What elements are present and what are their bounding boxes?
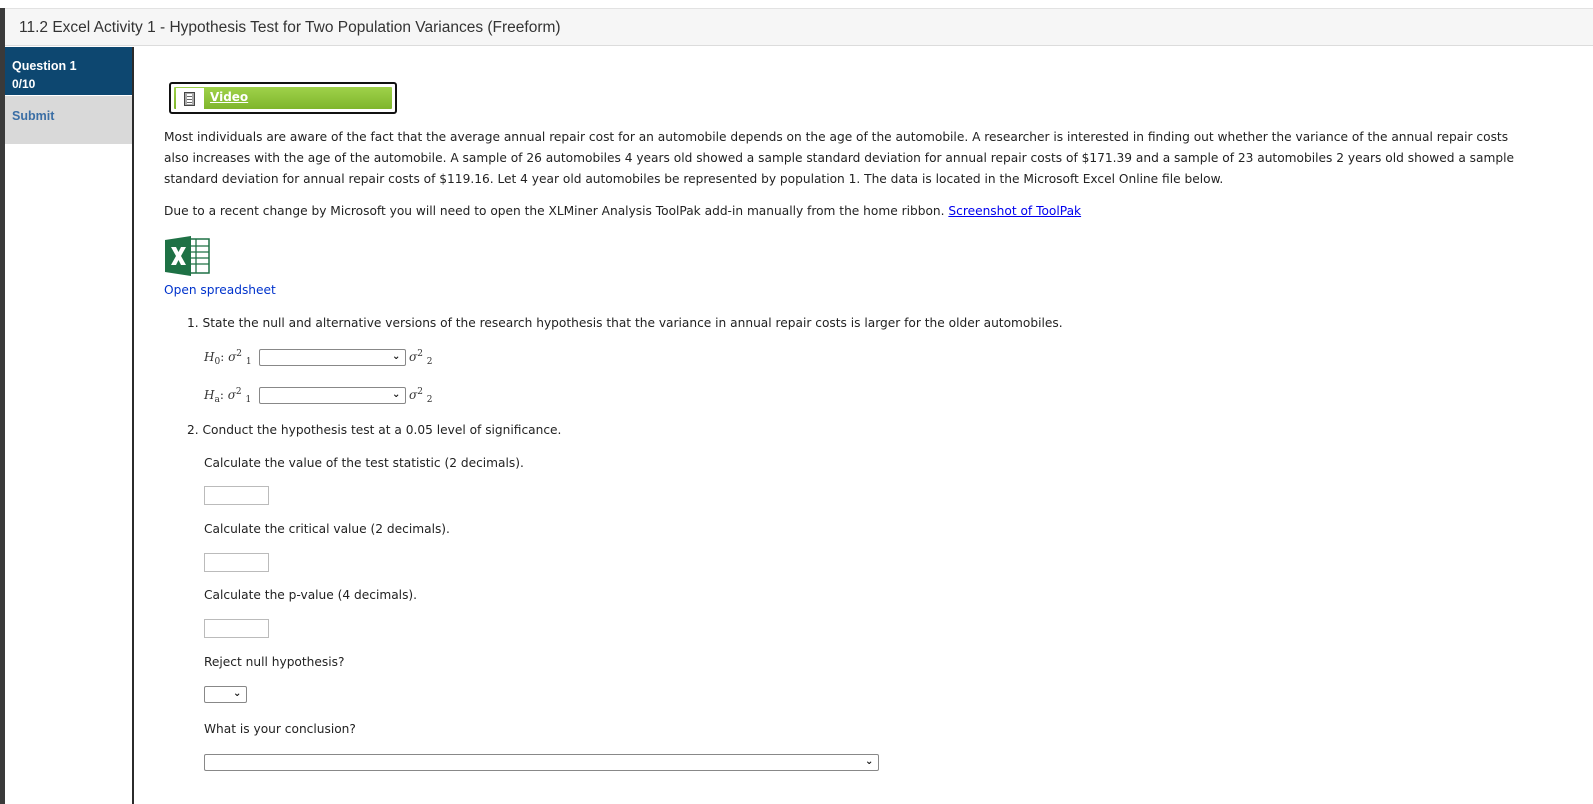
- top-strip: [0, 0, 1593, 8]
- critical-value-input[interactable]: [204, 553, 269, 572]
- reject-null-select[interactable]: [204, 686, 247, 703]
- video-label: Video: [210, 90, 249, 104]
- ha-sup-2: 2: [417, 387, 423, 397]
- question-2-text: 2. Conduct the hypothesis test at a 0.05 level of significance.: [187, 423, 562, 437]
- chevron-down-icon: ⌄: [865, 756, 874, 767]
- ha-one: 1: [245, 395, 252, 405]
- h0-rhs: [409, 349, 433, 367]
- chevron-down-icon: ⌄: [233, 688, 242, 699]
- ha-h: H: [204, 388, 215, 402]
- ha-two: 2: [426, 395, 433, 405]
- reject-null-label: Reject null hypothesis?: [204, 655, 345, 669]
- ha-sub: a: [214, 395, 220, 405]
- question-score: 0/10: [12, 77, 36, 91]
- sidebar-item-submit[interactable]: [5, 96, 132, 144]
- ha-sup: 2: [235, 387, 242, 397]
- film-icon-cell: [176, 88, 204, 110]
- open-spreadsheet-link[interactable]: Open spreadsheet: [164, 283, 276, 297]
- h0-h: H: [204, 350, 215, 364]
- title-bar: [5, 8, 1593, 46]
- question-label: Question 1: [12, 59, 77, 73]
- sidebar: [5, 47, 134, 804]
- ha-rhs: [409, 387, 433, 405]
- chevron-down-icon: ⌄: [392, 351, 401, 362]
- h0-sigma: σ: [228, 350, 237, 364]
- sidebar-item-question-1[interactable]: [5, 47, 132, 95]
- test-statistic-label: Calculate the value of the test statistic (2 decimals).: [204, 456, 524, 470]
- h0-sup-2: 2: [417, 349, 423, 359]
- h0-operator-select[interactable]: [259, 349, 406, 366]
- toolpak-screenshot-link[interactable]: Screenshot of ToolPak: [948, 204, 1082, 218]
- toolpak-text: Due to a recent change by Microsoft you will need to open the XLMiner Analysis ToolPak add-in manually from the home ribbon.: [164, 204, 945, 218]
- h0-sigma-2: σ: [409, 350, 418, 364]
- submit-label: Submit: [12, 109, 55, 123]
- ha-lhs: [204, 387, 251, 405]
- ha-sigma: σ: [227, 388, 236, 402]
- p-value-input[interactable]: [204, 619, 269, 638]
- ha-operator-select[interactable]: [259, 387, 406, 404]
- h0-one: 1: [245, 357, 252, 367]
- page-title: 11.2 Excel Activity 1 - Hypothesis Test for Two Population Variances (Freeform): [19, 19, 561, 36]
- test-statistic-input[interactable]: [204, 486, 269, 505]
- chevron-down-icon: ⌄: [392, 389, 401, 400]
- video-button-fill: [174, 87, 392, 109]
- film-icon: [184, 92, 195, 106]
- conclusion-label: What is your conclusion?: [204, 722, 356, 736]
- ha-sigma-2: σ: [409, 388, 418, 402]
- conclusion-select[interactable]: [204, 754, 879, 771]
- h0-colon: :: [220, 350, 225, 364]
- h0-sub: 0: [214, 357, 221, 367]
- toolpak-paragraph: [164, 201, 1524, 222]
- p-value-label: Calculate the p-value (4 decimals).: [204, 588, 418, 602]
- h0-two: 2: [426, 357, 433, 367]
- h0-sup: 2: [236, 349, 243, 359]
- video-button[interactable]: [169, 82, 397, 114]
- question-1-text: 1. State the null and alternative versions of the research hypothesis that the variance in annual repair costs is larger for the older automobiles.: [187, 316, 1063, 330]
- intro-paragraph: Most individuals are aware of the fact that the average annual repair cost for an automobile depends on the age of the automobile. A researcher is interested in finding out whether the variance of the annual repair costs also increases with the age of the automobile. A sample of 26 automobiles 4 years old showed a sample standard deviation for annual repair costs of $171.39 and a sample of 23 automobiles 2 years old showed a sample standard deviation for annual repair costs of $119.16. Let 4 year old automobiles be represented by population 1. The data is located in the Microsoft Excel Online file below.: [164, 130, 1514, 186]
- h0-lhs: [204, 349, 252, 367]
- ha-colon: :: [219, 388, 224, 402]
- excel-icon[interactable]: [165, 235, 211, 277]
- critical-value-label: Calculate the critical value (2 decimals).: [204, 522, 450, 536]
